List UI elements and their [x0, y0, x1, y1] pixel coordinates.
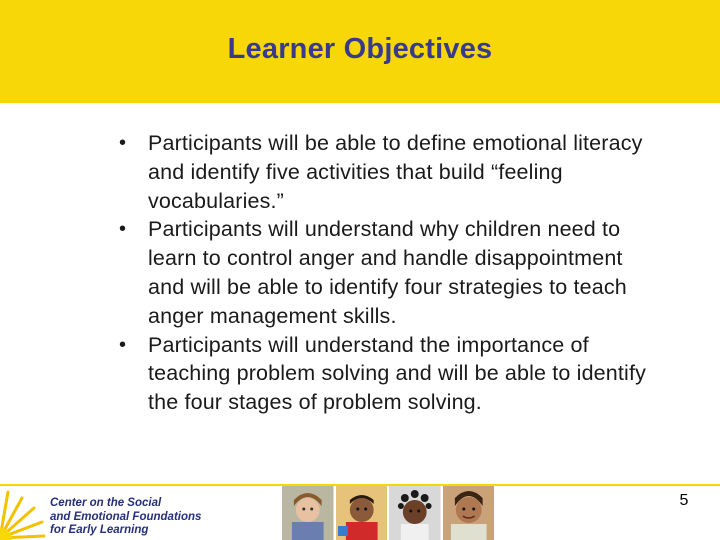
objective-item: • Participants will understand why children need to learn to control anger and handle disappointment and will be able to identify four strategies to teach anger management skills.: [114, 215, 654, 330]
child-photo-4: [443, 486, 495, 540]
child-photo-1: [282, 486, 334, 540]
organization-name: [50, 497, 250, 538]
child-photo-2: [336, 486, 388, 540]
org-line: and Emotional Foundations: [50, 510, 202, 523]
children-photo-strip: [282, 486, 494, 540]
org-line: for Early Learning: [50, 524, 149, 536]
objective-item: • Participants will understand the importance of teaching problem solving and will be able to identify the four stages of problem solving.: [114, 331, 654, 417]
child-photo-3: [389, 486, 441, 540]
org-line: Center on the Social: [50, 497, 162, 509]
slide-title: Learner Objectives: [227, 33, 493, 65]
sun-rays-icon: [0, 486, 46, 540]
objectives-list: [114, 129, 654, 417]
objective-item: • Participants will be able to define emotional literacy and identify five activities that build “feeling vocabularies.”: [114, 129, 654, 215]
page-number: 5: [679, 492, 689, 509]
